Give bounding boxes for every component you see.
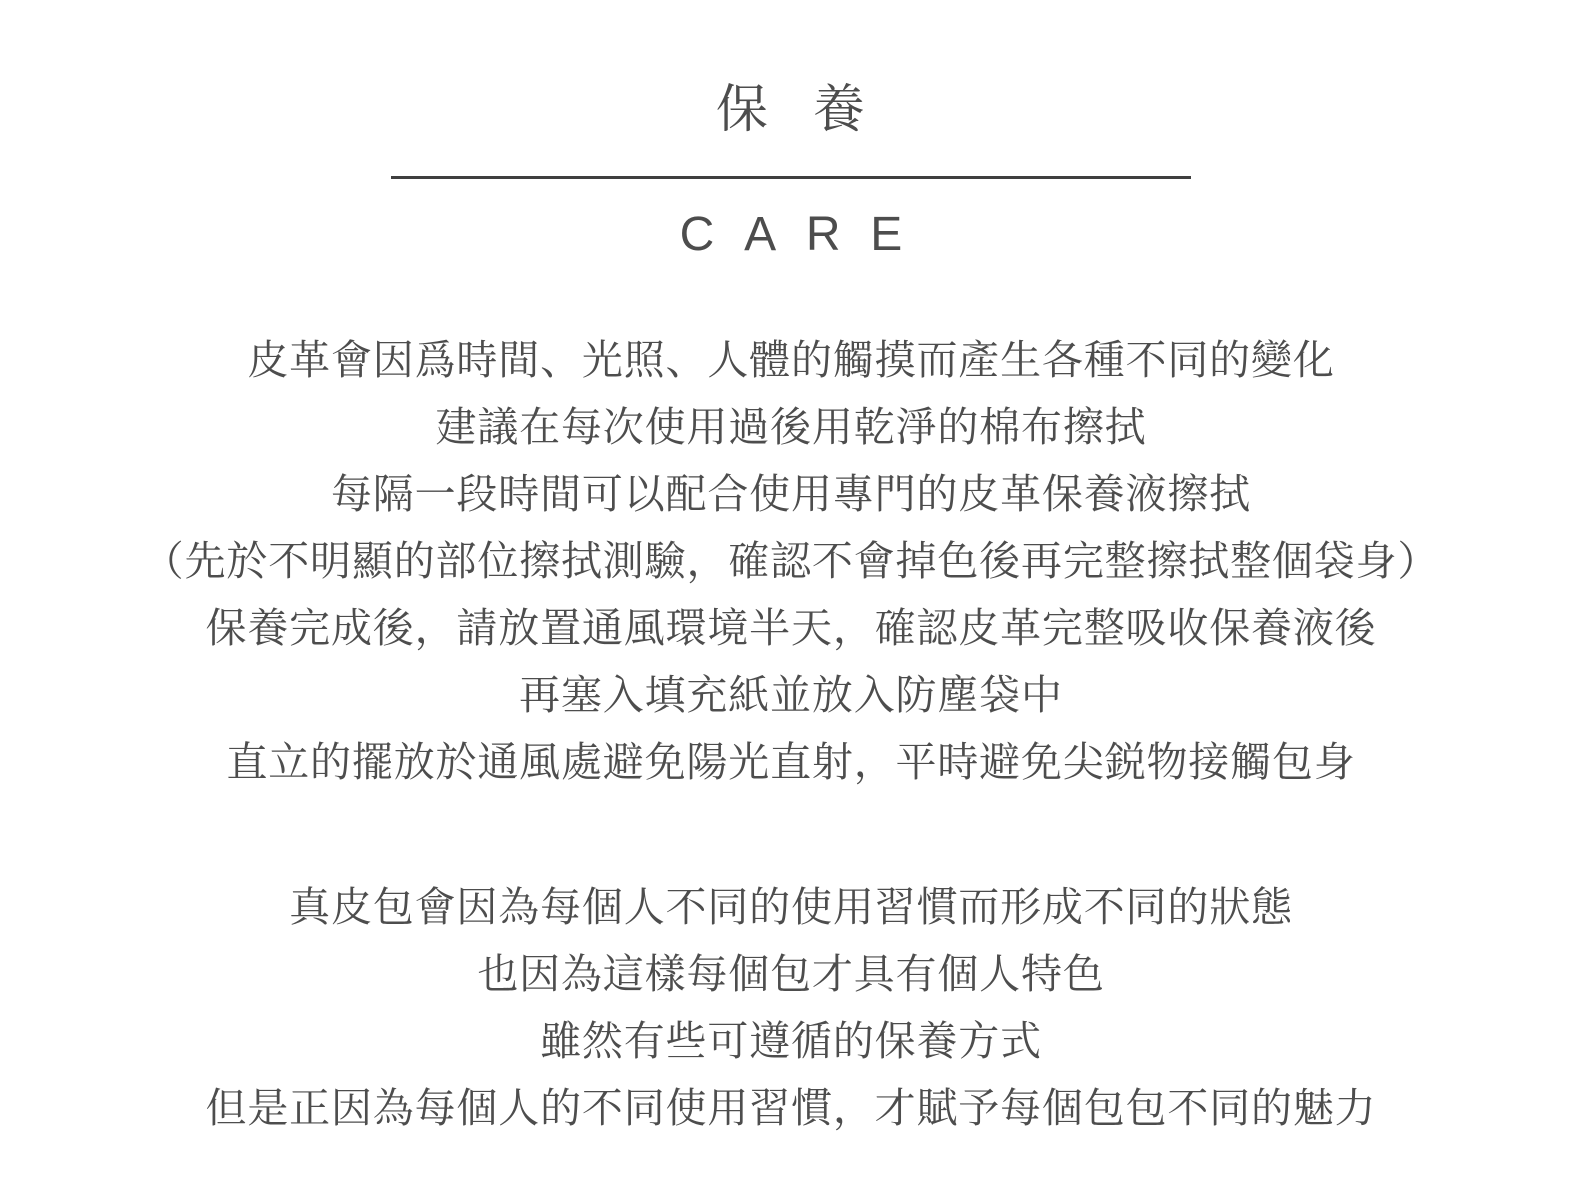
care-philosophy-paragraph	[0, 874, 1582, 1142]
care-instruction-line: 保養完成後，請放置通風環境半天，確認皮革完整吸收保養液後	[205, 605, 1377, 651]
care-philosophy-line: 雖然有些可遵循的保養方式	[540, 1018, 1042, 1064]
care-instruction-line: （先於不明顯的部位擦拭測驗，確認不會掉色後再完整擦拭整個袋身）	[142, 538, 1440, 584]
care-philosophy-line: 也因為這樣每個包才具有個人特色	[477, 951, 1105, 997]
section-title-en: CARE	[679, 208, 933, 261]
care-instruction-line: 皮革會因爲時間、光照、人體的觸摸而產生各種不同的變化	[247, 337, 1335, 383]
care-instruction-line: 直立的擺放於通風處避免陽光直射，平時避免尖鋭物接觸包身	[226, 739, 1356, 785]
care-instructions-paragraph	[0, 327, 1582, 796]
care-philosophy-line: 但是正因為每個人的不同使用習慣，才賦予每個包包不同的魅力	[205, 1085, 1377, 1131]
title-divider-rule	[391, 176, 1191, 179]
care-instruction-line: 每隔一段時間可以配合使用專門的皮革保養液擦拭	[330, 471, 1252, 517]
section-title-zh: 保 養	[715, 81, 867, 139]
care-philosophy-line: 真皮包會因為每個人不同的使用習慣而形成不同的狀態	[289, 884, 1293, 930]
care-instruction-line: 建議在每次使用過後用乾淨的棉布擦拭	[435, 404, 1147, 450]
care-instruction-line: 再塞入填充紙並放入防塵袋中	[519, 672, 1063, 718]
